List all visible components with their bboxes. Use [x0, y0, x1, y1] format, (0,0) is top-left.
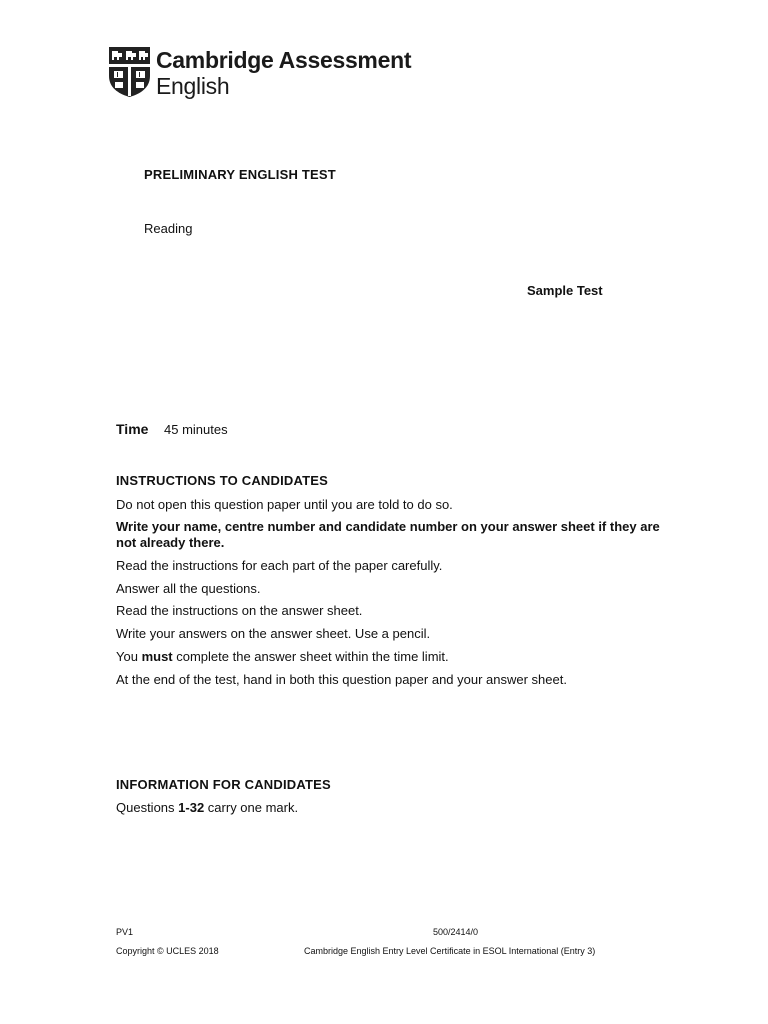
logo-name-line1: Cambridge Assessment [156, 47, 412, 73]
footer-qualification-number: 500/2414/0 [433, 927, 479, 937]
instruction-item: Read the instructions for each part of the paper carefully. [116, 558, 443, 573]
must-line-after: complete the answer sheet within the time limit. [172, 649, 449, 664]
instruction-item-must [116, 649, 449, 664]
instruction-item-bold: Write your name, centre number and candidate number on your answer sheet if they are not already there. [116, 519, 660, 550]
instruction-item: Write your answers on the answer sheet. Use a pencil. [116, 626, 431, 641]
instruction-item: Read the instructions on the answer sheet. [116, 603, 363, 618]
instruction-item: At the end of the test, hand in both this question paper and your answer sheet. [116, 672, 567, 687]
instruction-item: Answer all the questions. [116, 581, 261, 596]
footer-qualification-title: Cambridge English Entry Level Certificate in ESOL International (Entry 3) [304, 946, 596, 956]
instruction-item: Do not open this question paper until you are told to do so. [116, 497, 453, 512]
info-line-before: Questions [116, 800, 179, 815]
logo-name-line2: English [156, 73, 230, 99]
info-line-after: carry one mark. [204, 800, 299, 815]
paper-subtitle: Reading [144, 221, 193, 236]
info-emphasis: 1-32 [178, 800, 205, 815]
paper-title: PRELIMINARY ENGLISH TEST [144, 167, 336, 182]
footer-copyright: Copyright © UCLES 2018 [116, 946, 219, 956]
time-label: Time [116, 421, 149, 437]
instructions-heading: INSTRUCTIONS TO CANDIDATES [116, 473, 329, 488]
footer-code: PV1 [116, 927, 134, 937]
information-line [116, 800, 298, 815]
must-emphasis: must [141, 649, 173, 664]
cambridge-crest-icon [108, 46, 151, 98]
must-line-before: You [116, 649, 142, 664]
cambridge-logo [108, 46, 412, 100]
time-value: 45 minutes [164, 422, 228, 437]
sample-test-label: Sample Test [527, 283, 603, 298]
information-heading: INFORMATION FOR CANDIDATES [116, 777, 331, 792]
